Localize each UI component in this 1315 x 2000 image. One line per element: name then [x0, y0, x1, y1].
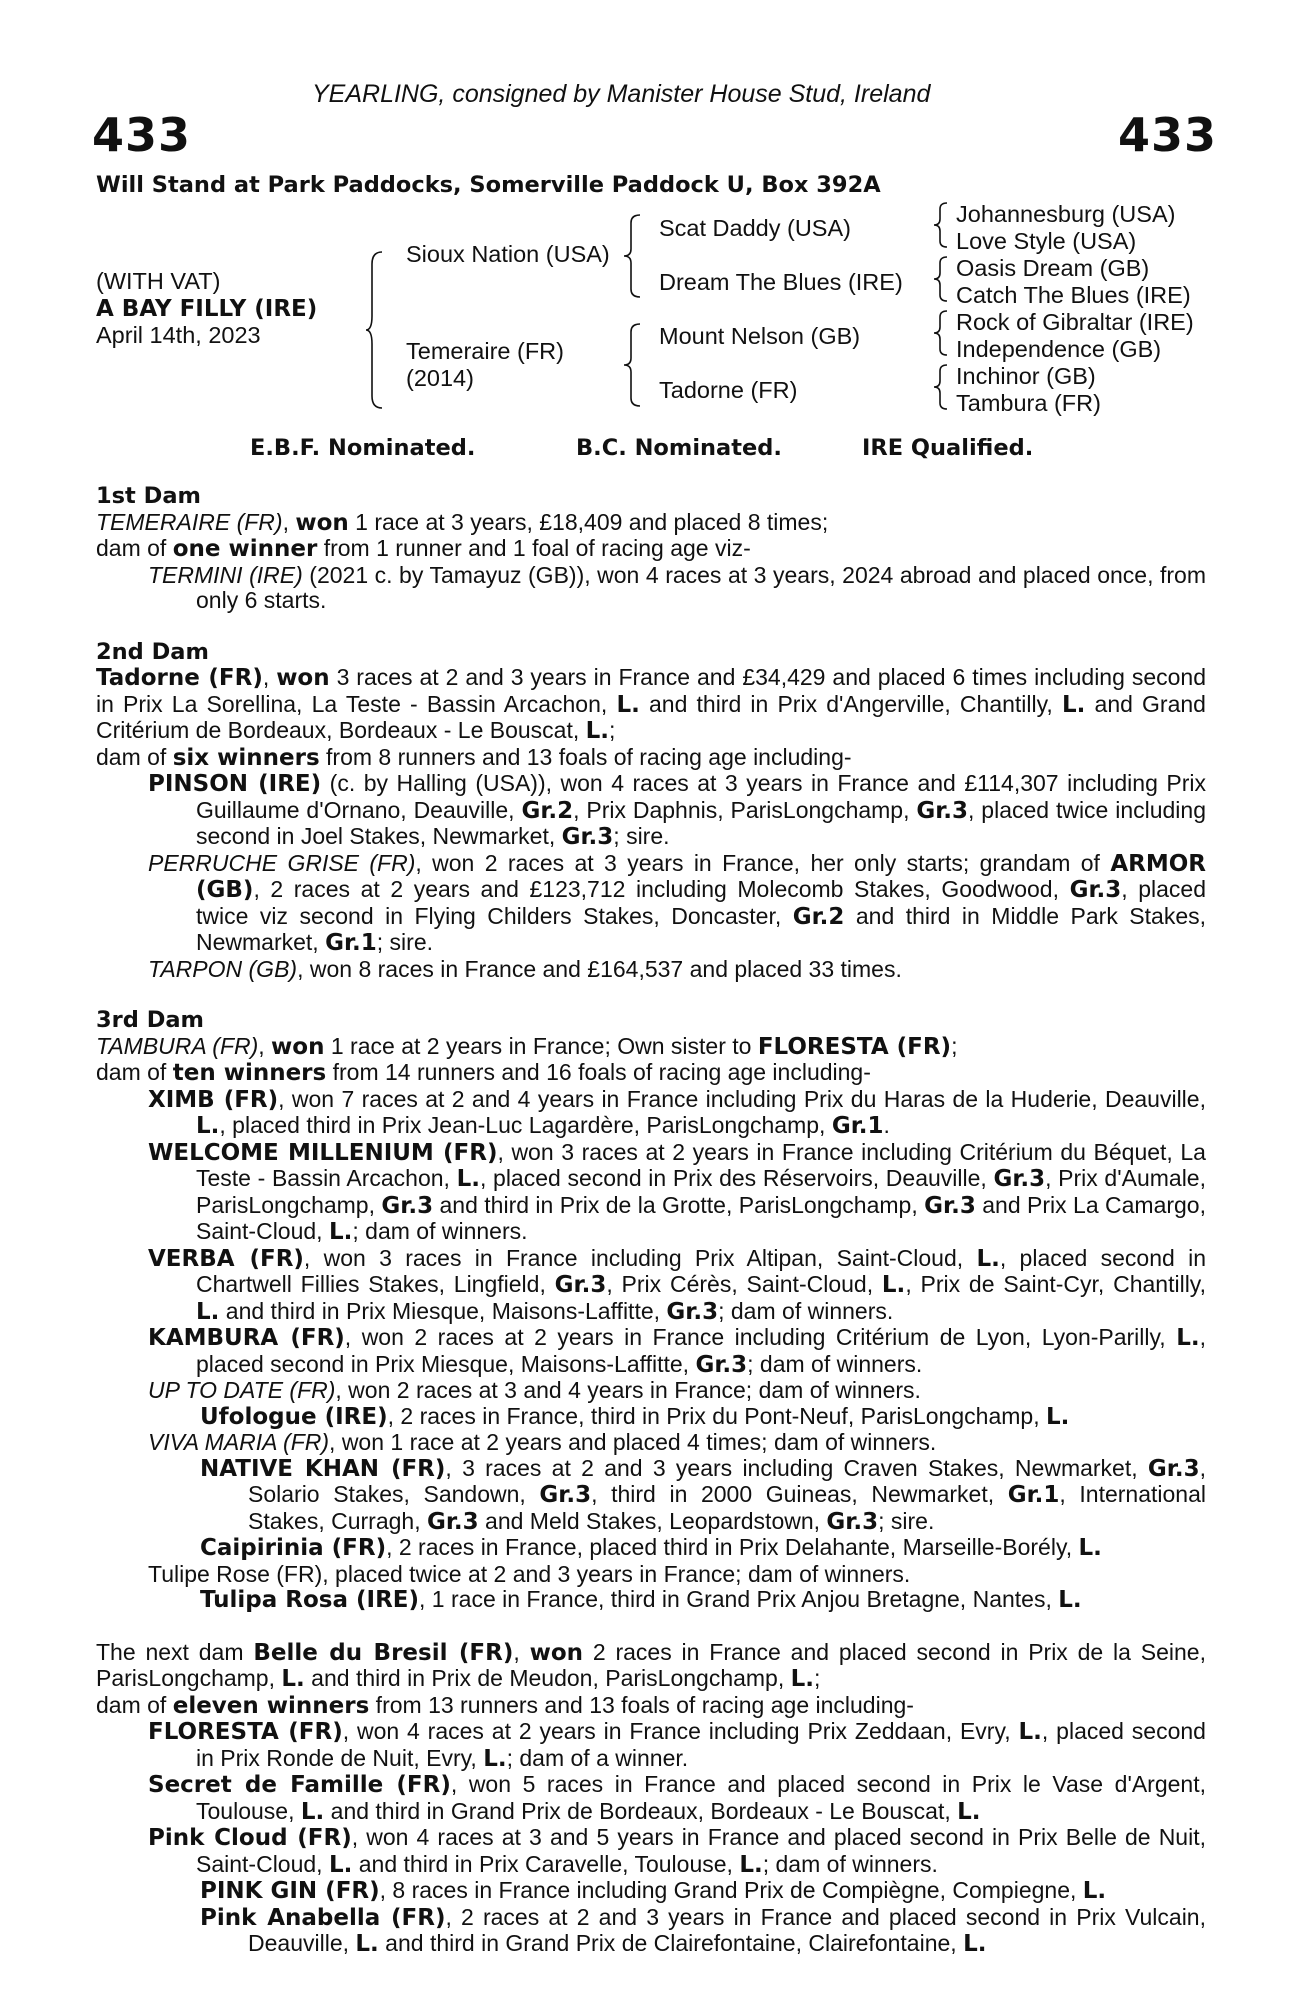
- horse-name: A BAY FILLY (IRE): [96, 296, 318, 322]
- great-grandparent-3: Oasis Dream (GB): [956, 255, 1150, 281]
- next-dam-record: The next dam Belle du Bresil (FR), won 2 races in France and placed second in Prix de la Seine, ParisLongchamp, L. and third in Prix de Meudon, ParisLongchamp, L.;: [96, 1638, 1206, 1692]
- first-dam-heading: 1st Dam: [96, 483, 201, 509]
- pedigree-brace-dam: [624, 322, 644, 408]
- granddaughter-pink-anabella: Pink Anabella (FR), 2 races at 2 and 3 years in France and placed second in Prix Vulcain, Deauville, L. and third in Grand Prix de Clairefontaine, Clairefontaine, L.: [200, 1903, 1206, 1957]
- second-dam-record: Tadorne (FR), won 3 races at 2 and 3 years in France and £34,429 and placed 6 times including second in Prix La Sorellina, La Teste - Bassin Arcachon, L. and third in Prix d'Angerville, Chantilly, L. and Grand Critérium de Bordeaux, Bordeaux - Le Bouscat, L.;: [96, 664, 1206, 744]
- third-dam-foal-tulipe-rose: Tulipe Rose (FR), placed twice at 2 and 3 years in France; dam of winners.: [148, 1560, 911, 1587]
- ire-qualified: IRE Qualified.: [862, 435, 1034, 461]
- dam: Temeraire (FR): [406, 338, 564, 364]
- next-dam-foal-pink-cloud: Pink Cloud (FR), won 4 races at 3 and 5 years in France and placed second in Prix Belle de Nuit, Saint-Cloud, L. and third in Prix Caravelle, Toulouse, L.; dam of winners.: [148, 1824, 1206, 1878]
- pedigree-brace-g12: [934, 201, 950, 249]
- bc-nominated: B.C. Nominated.: [576, 435, 782, 461]
- next-dam-foal-floresta: FLORESTA (FR), won 4 races at 2 years in France including Prix Zeddaan, Evry, L., placed second in Prix Ronde de Nuit, Evry, L.; dam of a winner.: [148, 1718, 1206, 1772]
- foaling-date: April 14th, 2023: [96, 322, 261, 348]
- sale-heading: YEARLING, consigned by Manister House Stud, Ireland: [312, 80, 931, 108]
- grandson-ufologue: Ufologue (IRE), 2 races in France, third in Prix du Pont-Neuf, ParisLongchamp, L.: [200, 1402, 1070, 1430]
- second-dam-foal-pinson: PINSON (IRE) (c. by Halling (USA)), won 4 races at 3 years in France and £114,307 including Prix Guillaume d'Ornano, Deauville, Gr.2, Prix Daphnis, ParisLongchamp, Gr.3, placed twice including second in Joel Stakes, Newmarket, Gr.3; sire.: [148, 770, 1207, 850]
- dam-sire: Mount Nelson (GB): [659, 323, 861, 349]
- next-dam-foal-secret-de-famille: Secret de Famille (FR), won 5 races in France and placed second in Prix le Vase d'Argent, Toulouse, L. and third in Grand Prix de Bordeaux, Bordeaux - Le Bouscat, L.: [148, 1771, 1206, 1825]
- pedigree-brace-main: [366, 250, 386, 410]
- third-dam-foal-viva-maria: VIVA MARIA (FR), won 1 race at 2 years and placed 4 times; dam of winners.: [148, 1429, 937, 1455]
- great-grandparent-4: Catch The Blues (IRE): [956, 282, 1191, 308]
- dam-year: (2014): [406, 365, 474, 391]
- second-dam-heading: 2nd Dam: [96, 638, 209, 665]
- grandson-pink-gin: PINK GIN (FR), 8 races in France including Grand Prix de Compiègne, Compiegne, L.: [200, 1877, 1107, 1904]
- sire-sire: Scat Daddy (USA): [659, 215, 851, 241]
- catalogue-body: [96, 484, 1206, 1958]
- great-grandparent-7: Inchinor (GB): [956, 363, 1096, 389]
- second-dam-foal-perruche: PERRUCHE GRISE (FR), won 2 races at 3 years in France, her only starts; grandam of ARMOR (GB), 2 races at 2 years and £123,712 including Molecomb Stakes, Goodwood, Gr.3, placed twice viz second in Flying Childers Stakes, Doncaster, Gr.2 and third in Middle Park Stakes, Newmarket, Gr.1; sire.: [148, 849, 1206, 956]
- ebf-nominated: E.B.F. Nominated.: [250, 435, 476, 461]
- second-dam-foal-tarpon: TARPON (GB), won 8 races in France and £164,537 and placed 33 times.: [148, 955, 902, 982]
- granddaughter-tulipa-rosa: Tulipa Rosa (IRE), 1 race in France, third in Grand Prix Anjou Bretagne, Nantes, L.: [200, 1586, 1082, 1613]
- great-grandparent-5: Rock of Gibraltar (IRE): [956, 309, 1194, 335]
- third-dam-heading: 3rd Dam: [96, 1007, 204, 1033]
- great-grandparent-1: Johannesburg (USA): [956, 201, 1176, 227]
- second-dam-produce: dam of six winners from 8 runners and 13 foals of racing age including-: [96, 743, 852, 771]
- pedigree-brace-g56: [934, 309, 950, 357]
- third-dam-produce: dam of ten winners from 14 runners and 16 foals of racing age including-: [96, 1059, 871, 1086]
- third-dam-foal-verba: VERBA (FR), won 3 races in France including Prix Altipan, Saint-Cloud, L., placed second in Chartwell Fillies Stakes, Lingfield, Gr.3, Prix Cérès, Saint-Cloud, L., Prix de Saint-Cyr, Chantilly, L. and third in Prix Miesque, Maisons-Laffitte, Gr.3; dam of winners.: [148, 1244, 1206, 1325]
- pedigree-brace-sire: [624, 213, 644, 299]
- great-grandparent-2: Love Style (USA): [956, 228, 1137, 254]
- lot-number-right: 433: [1118, 108, 1218, 162]
- sire: Sioux Nation (USA): [406, 241, 610, 267]
- first-dam-foal-termini: TERMINI (IRE) (2021 c. by Tamayuz (GB)), won 4 races at 3 years, 2024 abroad and placed once, from only 6 starts.: [148, 561, 1206, 613]
- lot-number-left: 433: [92, 108, 192, 162]
- sire-dam: Dream The Blues (IRE): [659, 269, 903, 295]
- third-dam-record: TAMBURA (FR), won 1 race at 2 years in France; Own sister to FLORESTA (FR);: [96, 1032, 958, 1060]
- granddaughter-caipirinia: Caipirinia (FR), 2 races in France, placed third in Prix Delahante, Marseille-Borély, L.: [200, 1534, 1102, 1561]
- pedigree-brace-g34: [934, 255, 950, 303]
- great-grandparent-8: Tambura (FR): [956, 390, 1101, 416]
- dam-dam: Tadorne (FR): [659, 377, 798, 403]
- next-dam-produce: dam of eleven winners from 13 runners and 13 foals of racing age including-: [96, 1691, 914, 1719]
- third-dam-foal-kambura: KAMBURA (FR), won 2 races at 2 years in France including Critérium de Lyon, Lyon-Parilly, L., placed second in Prix Miesque, Maisons-Laffitte, Gr.3; dam of winners.: [148, 1324, 1206, 1378]
- third-dam-foal-up-to-date: UP TO DATE (FR), won 2 races at 3 and 4 years in France; dam of winners.: [148, 1377, 921, 1403]
- pedigree-brace-g78: [934, 363, 950, 411]
- first-dam-produce: dam of one winner from 1 runner and 1 foal of racing age viz-: [96, 535, 751, 562]
- grandson-native-khan: NATIVE KHAN (FR), 3 races at 2 and 3 years including Craven Stakes, Newmarket, Gr.3, Solario Stakes, Sandown, Gr.3, third in 2000 Guineas, Newmarket, Gr.1, International Stakes, Curragh, Gr.3 and Meld Stakes, Leopardstown, Gr.3; sire.: [200, 1454, 1206, 1535]
- third-dam-foal-welcome-millenium: WELCOME MILLENIUM (FR), won 3 races at 2 years in France including Critérium du Béquet, La Teste - Bassin Arcachon, L., placed second in Prix des Réservoirs, Deauville, Gr.3, Prix d'Aumale, ParisLongchamp, Gr.3 and third in Prix de la Grotte, ParisLongchamp, Gr.3 and Prix La Camargo, Saint-Cloud, L.; dam of winners.: [148, 1138, 1206, 1245]
- third-dam-foal-ximb: XIMB (FR), won 7 races at 2 and 4 years in France including Prix du Haras de la Huderie, Deauville, L., placed third in Prix Jean-Luc Lagardère, ParisLongchamp, Gr.1.: [148, 1085, 1206, 1139]
- stable-location: Will Stand at Park Paddocks, Somerville Paddock U, Box 392A: [96, 172, 881, 198]
- first-dam-record: TEMERAIRE (FR), won 1 race at 3 years, £18,409 and placed 8 times;: [96, 508, 829, 536]
- vat-note: (WITH VAT): [96, 268, 221, 294]
- great-grandparent-6: Independence (GB): [956, 336, 1162, 362]
